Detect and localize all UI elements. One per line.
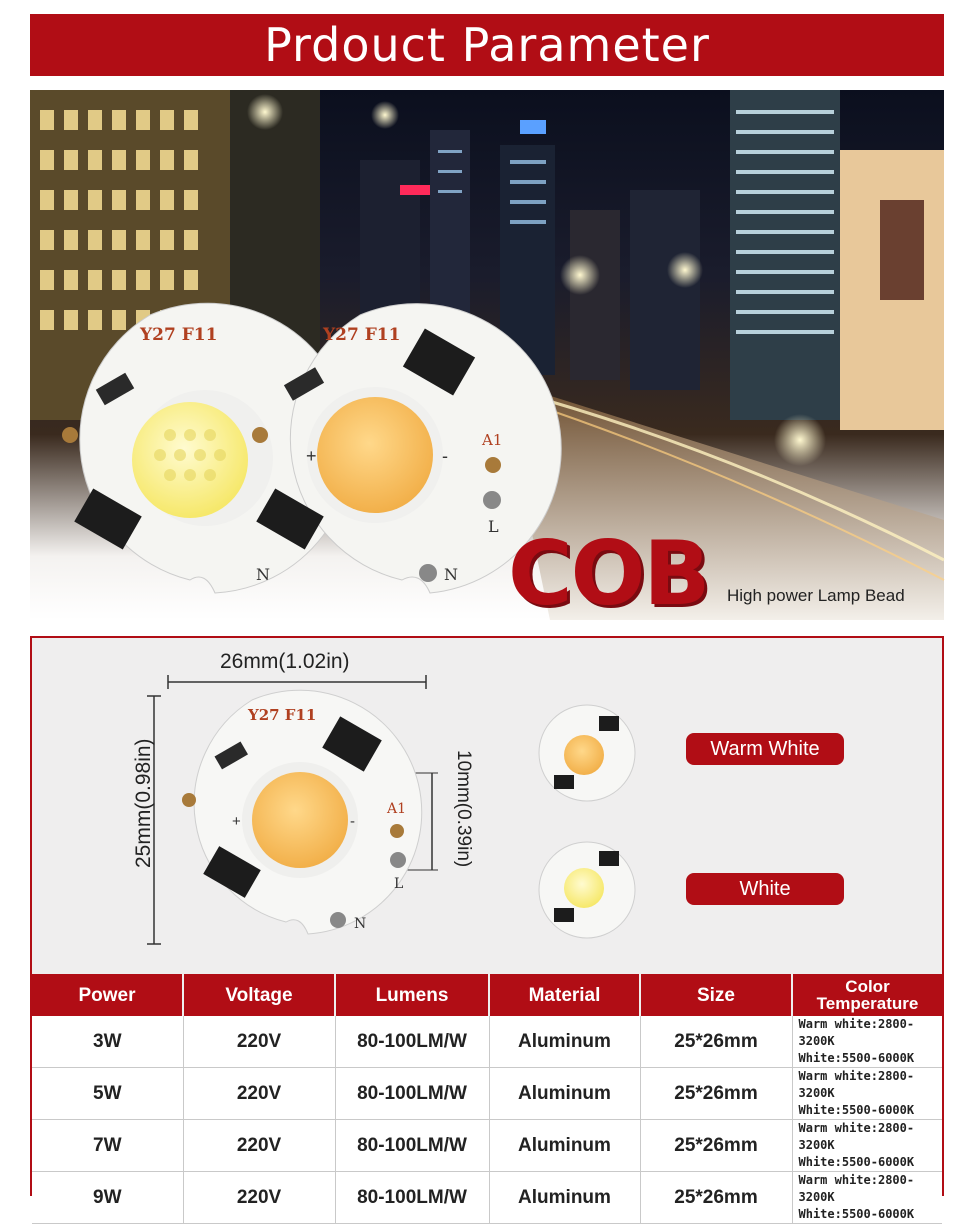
cell-power: 7W — [32, 1120, 183, 1172]
width-dimension-label: 26mm(1.02in) — [220, 650, 350, 673]
cell-lumens: 80-100LM/W — [335, 1016, 489, 1068]
cell-lumens: 80-100LM/W — [335, 1068, 489, 1120]
variant-warm-white-badge: Warm White — [686, 733, 844, 765]
cell-power: 3W — [32, 1016, 183, 1068]
cob-title: COB — [508, 522, 709, 625]
board-l-label: L — [394, 876, 404, 892]
temp-warm: Warm white:2800-3200K — [798, 1069, 915, 1100]
header-banner — [30, 14, 944, 76]
header-power: Power — [32, 974, 183, 1016]
board-minus-label: - — [442, 446, 448, 466]
header-color-temperature: Color Temperature — [792, 974, 942, 1016]
cell-voltage: 220V — [183, 1120, 335, 1172]
board-plus-label: + — [232, 813, 241, 830]
temp-warm: Warm white:2800-3200K — [798, 1121, 915, 1152]
cell-size: 25*26mm — [640, 1172, 792, 1224]
header-material: Material — [489, 974, 640, 1016]
variant-board-warm — [539, 705, 635, 801]
board-a1-label: A1 — [482, 431, 503, 449]
table-row — [32, 1120, 942, 1172]
cell-voltage: 220V — [183, 1172, 335, 1224]
table-row — [32, 1016, 942, 1068]
variant-white-badge: White — [686, 873, 844, 905]
temp-white: White:5500-6000K — [798, 1103, 915, 1117]
city-night-illustration — [30, 90, 944, 620]
cell-color-temperature — [792, 1120, 942, 1172]
variant-board-white — [539, 842, 635, 938]
cell-material: Aluminum — [489, 1068, 640, 1120]
board-plus-label: + — [306, 446, 317, 466]
cell-material: Aluminum — [489, 1016, 640, 1068]
header-voltage: Voltage — [183, 974, 335, 1016]
board-minus-label: - — [350, 813, 355, 830]
temp-warm: Warm white:2800-3200K — [798, 1173, 915, 1204]
board-model-label: Y27 F11 — [140, 325, 218, 345]
header-size: Size — [640, 974, 792, 1016]
board-n-label: N — [444, 565, 458, 584]
board-l-label: L — [488, 517, 499, 536]
header-lumens: Lumens — [335, 974, 489, 1016]
cell-voltage: 220V — [183, 1016, 335, 1068]
temp-white: White:5500-6000K — [798, 1051, 915, 1065]
cell-power: 5W — [32, 1068, 183, 1120]
temp-warm: Warm white:2800-3200K — [798, 1017, 915, 1048]
cell-material: Aluminum — [489, 1172, 640, 1224]
table-row — [32, 1068, 942, 1120]
board-n-label: N — [256, 565, 270, 584]
table-row — [32, 1172, 942, 1224]
dimension-panel — [30, 636, 944, 1221]
spec-table — [32, 974, 942, 1224]
board-a1-label: A1 — [387, 801, 407, 817]
table-header-row — [32, 974, 942, 1016]
temp-white: White:5500-6000K — [798, 1155, 915, 1169]
cell-color-temperature — [792, 1016, 942, 1068]
cell-power: 9W — [32, 1172, 183, 1224]
board-model-label: Y27 F11 — [248, 706, 317, 724]
board-model-label: Y27 F11 — [323, 325, 401, 345]
temp-white: White:5500-6000K — [798, 1207, 915, 1221]
board-diagram — [182, 690, 422, 934]
cell-voltage: 220V — [183, 1068, 335, 1120]
board-n-label: N — [354, 916, 367, 932]
cob-subtitle: High power Lamp Bead — [727, 586, 905, 605]
dimension-drawing — [32, 638, 942, 974]
cell-size: 25*26mm — [640, 1016, 792, 1068]
page-title: Prdouct Parameter — [264, 18, 710, 72]
cell-color-temperature — [792, 1068, 942, 1120]
chip-dimension-label: 10mm(0.39in) — [453, 750, 474, 868]
cell-lumens: 80-100LM/W — [335, 1120, 489, 1172]
cell-color-temperature — [792, 1172, 942, 1224]
cell-lumens: 80-100LM/W — [335, 1172, 489, 1224]
cell-material: Aluminum — [489, 1120, 640, 1172]
hero-image — [30, 90, 944, 625]
cell-size: 25*26mm — [640, 1068, 792, 1120]
cell-size: 25*26mm — [640, 1120, 792, 1172]
height-dimension-label: 25mm(0.98in) — [132, 738, 155, 868]
